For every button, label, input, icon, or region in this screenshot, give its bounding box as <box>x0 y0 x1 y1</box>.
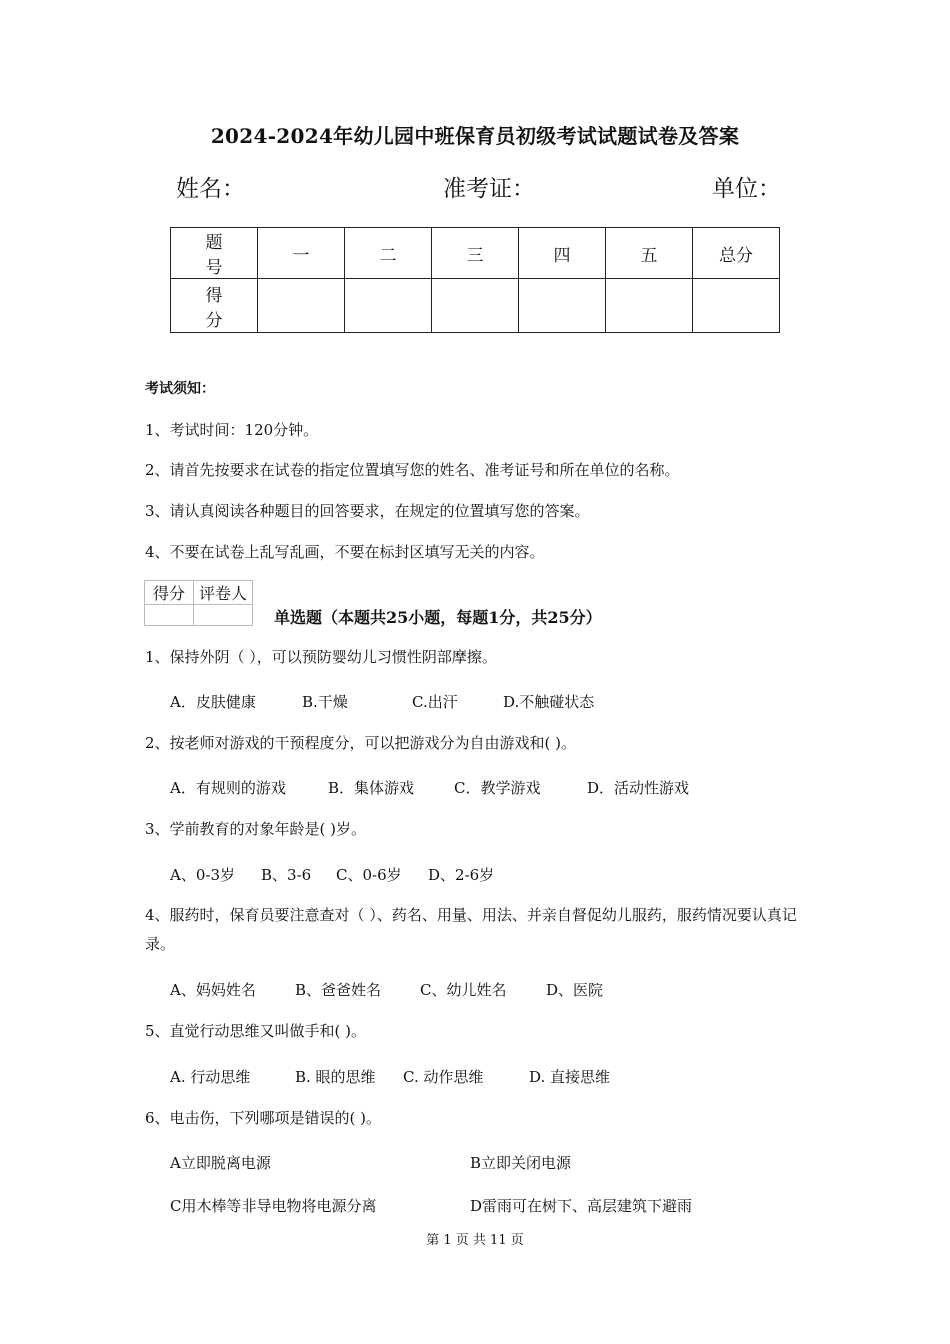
question-stem: 4、服药时，保育员要注意查对（ ）、药名、用量、用法、并亲自督促幼儿服药，服药情况要认真记录。 <box>145 906 797 953</box>
question-stem: 2、按老师对游戏的干预程度分，可以把游戏分为自由游戏和( )。 <box>145 734 577 752</box>
option-d: D. 直接思维 <box>529 1068 611 1086</box>
option-c: C用木棒等非导电物将电源分离 <box>170 1197 377 1215</box>
section-column-header: 二 <box>345 228 432 279</box>
section-column-header: 三 <box>432 228 519 279</box>
grader-header-row <box>145 581 253 605</box>
option-a: A立即脱离电源 <box>170 1154 271 1172</box>
option-b: B．集体游戏 <box>328 779 415 797</box>
option-d: D雷雨可在树下、高层建筑下避雨 <box>470 1197 693 1215</box>
question-number-label: 题 号 <box>171 228 258 279</box>
option-b: B. 眼的思维 <box>295 1068 376 1086</box>
score-label: 得 分 <box>171 279 258 333</box>
question-stem: 6、电击伤，下列哪项是错误的( )。 <box>145 1109 382 1127</box>
option-c: C. 动作思维 <box>403 1068 484 1086</box>
option-b: B立即关闭电源 <box>470 1154 572 1172</box>
notice-item: 2、请首先按要求在试卷的指定位置填写您的姓名、准考证号和所在单位的名称。 <box>145 461 680 479</box>
total-score-cell <box>693 279 780 333</box>
notice-item: 3、请认真阅读各种题目的回答要求，在规定的位置填写您的答案。 <box>145 502 590 520</box>
score-cell <box>345 279 432 333</box>
score-cell <box>432 279 519 333</box>
option-a: A. 行动思维 <box>170 1068 251 1086</box>
total-column-header: 总分 <box>693 228 780 279</box>
section-column-header: 四 <box>519 228 606 279</box>
grader-reviewer-label: 评卷人 <box>194 581 253 605</box>
page-footer: 第 1 页 共 11 页 <box>426 1233 524 1248</box>
notice-item: 4、不要在试卷上乱写乱画，不要在标封区填写无关的内容。 <box>145 543 545 561</box>
option-d: D.不触碰状态 <box>503 693 595 711</box>
question-stem: 5、直觉行动思维又叫做手和( )。 <box>145 1022 367 1040</box>
option-d: D、2-6岁 <box>428 866 495 884</box>
question-stem: 3、学前教育的对象年龄是( )岁。 <box>145 820 367 838</box>
grader-entry-row <box>145 605 253 626</box>
score-cell <box>606 279 693 333</box>
option-a: A、妈妈姓名 <box>170 981 256 999</box>
document-title: 2024-2024年幼儿园中班保育员初级考试试题试卷及答案 <box>210 124 740 148</box>
section-column-header: 一 <box>258 228 345 279</box>
section-title: 单选题（本题共25小题，每题1分，共25分） <box>274 608 602 627</box>
question-stem: 1、保持外阴（ ），可以预防婴幼儿习惯性阴部摩擦。 <box>145 648 497 666</box>
notice-title: 考试须知： <box>145 381 215 397</box>
option-c: C．教学游戏 <box>454 779 541 797</box>
score-table-score-row <box>171 279 780 333</box>
option-a: A．有规则的游戏 <box>170 779 286 797</box>
option-d: D．活动性游戏 <box>587 779 690 797</box>
notice-item: 1、考试时间：120分钟。 <box>145 421 319 439</box>
exam-id-field-label: 准考证： <box>443 176 535 202</box>
option-b: B、爸爸姓名 <box>295 981 382 999</box>
grader-score-cell <box>145 605 194 626</box>
option-c: C、幼儿姓名 <box>420 981 507 999</box>
option-c: C.出汗 <box>412 693 458 711</box>
unit-field-label: 单位： <box>712 176 781 202</box>
score-cell <box>258 279 345 333</box>
score-table-header-row <box>171 228 780 279</box>
option-b: B、3-6 <box>261 866 312 884</box>
grader-reviewer-cell <box>194 605 253 626</box>
grader-box <box>144 580 253 626</box>
option-c: C、0-6岁 <box>336 866 402 884</box>
option-d: D、医院 <box>546 981 604 999</box>
section-column-header: 五 <box>606 228 693 279</box>
score-table <box>170 227 780 333</box>
option-a: A、0-3岁 <box>170 866 235 884</box>
option-a: A．皮肤健康 <box>170 693 256 711</box>
option-b: B.干燥 <box>302 693 348 711</box>
grader-score-label: 得分 <box>145 581 194 605</box>
score-cell <box>519 279 606 333</box>
name-field-label: 姓名： <box>176 176 245 202</box>
